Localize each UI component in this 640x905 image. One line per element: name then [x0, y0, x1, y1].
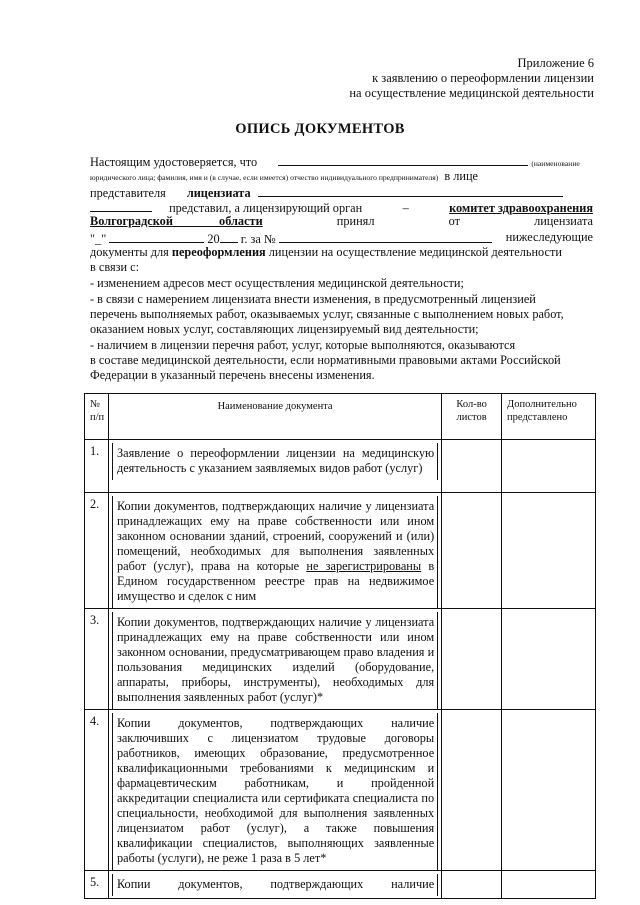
representative-field-2[interactable]: [90, 199, 152, 212]
accepted-text: принял: [336, 214, 375, 228]
page-title: ОПИСЬ ДОКУМЕНТОВ: [235, 121, 405, 137]
row-extra-cell[interactable]: [502, 710, 596, 871]
appendix-line-3: на осуществление медицинской деятельности: [349, 86, 594, 100]
docs-rest-text: лицензии на осуществление медицинской деятельности: [268, 245, 562, 259]
row-num: 1.: [85, 440, 109, 493]
header-count: Кол-во листов: [442, 394, 502, 440]
year-suffix: г. за №: [240, 232, 276, 246]
region-text: Волгоградской области: [90, 214, 263, 228]
dash-text: –: [402, 201, 409, 215]
reason-1: - изменением адресов мест осуществления медицинской деятельности;: [90, 276, 464, 290]
documents-table: [84, 393, 596, 899]
following-text: нижеследующие: [505, 230, 593, 244]
licensee-text-2: лицензиата: [534, 214, 593, 228]
docs-for-text: документы для: [90, 245, 169, 259]
naim-note: (наименование: [531, 159, 580, 168]
header-name: Наименование документа: [108, 394, 441, 440]
year-prefix: 20: [207, 232, 220, 246]
row-count-cell[interactable]: [442, 710, 502, 871]
number-field[interactable]: [279, 230, 492, 243]
row-count-cell[interactable]: [442, 493, 502, 609]
row-doc: Заявление о переоформлении лицензии на медицинскую деятельность с указанием заявляемых видов работ (услуг): [108, 440, 441, 493]
row-doc: Копии документов, подтверждающих наличие: [108, 871, 441, 899]
appendix-header: [349, 56, 594, 101]
row-num: 5.: [85, 871, 109, 899]
header-num: № п/п: [85, 394, 109, 440]
presented-text: представил, а лицензирующий орган: [169, 201, 363, 215]
row-extra-cell[interactable]: [502, 493, 596, 609]
row-doc: Копии документов, подтверждающих наличие заключивших с лицензиатом трудовые договоры работников, имеющих образование, предусмотренное квалификационными требованиями к медицинским и фармацевтическим работникам, и пройденной аккредитации специалиста или сертификата специалиста по специальности, необходимой для выполнения заявленных лицензиатом работ (услуг), а также повышения квалификации специалистов, выполняющих заявленные работы (услуги), не реже 1 раза в 5 лет*: [108, 710, 441, 871]
date-close-quote: ": [101, 232, 107, 246]
representative-field[interactable]: [258, 184, 563, 197]
reason-2-line-3: оказанием новых услуг, составляющих лицензируемый вид деятельности;: [90, 322, 479, 336]
row-doc: Копии документов, подтверждающих наличие у лицензиата принадлежащих ему на праве собственности или ином законном основании зданий, строений, сооружений и (или) помещений, необходимых для выполнения заявленных работ (услуг), права на которые не зарегистрированы в Едином государственном реестре прав на недвижимое имущество и сделок с ним: [108, 493, 441, 609]
table-row: [85, 493, 596, 609]
intro-line-2: [90, 169, 593, 185]
small-note: юридического лица; фамилия, имя и (в случае, если имеется) отчество индивидуального предпринимателя): [90, 173, 439, 182]
date-day-blank[interactable]: _: [95, 232, 102, 246]
row-count-cell[interactable]: [442, 871, 502, 899]
header-extra: Дополнительно представлено: [502, 394, 596, 440]
reason-3-line-2: в составе медицинской деятельности, если нормативными правовыми актами Российской: [90, 353, 561, 367]
intro-line-5: [90, 214, 593, 229]
committee-text: комитет здравоохранения: [449, 201, 593, 215]
row-extra-cell[interactable]: [502, 609, 596, 710]
reissue-text: переоформления: [171, 245, 266, 259]
table-row: [85, 609, 596, 710]
table-row: [85, 871, 596, 899]
due-to-text: в связи с:: [90, 260, 140, 274]
reason-3-line-1: - наличием в лицензии перечня работ, услуг, которые выполняются, оказываются: [90, 338, 516, 352]
date-open-quote: ": [90, 232, 96, 246]
row-count-cell[interactable]: [442, 440, 502, 493]
row-extra-cell[interactable]: [502, 440, 596, 493]
row-num: 4.: [85, 710, 109, 871]
from-text: от: [448, 214, 460, 228]
licensee-text: лицензиата: [186, 186, 251, 200]
table-row: [85, 440, 596, 493]
reason-3-line-3: Федерации в указанный перечень внесены изменения.: [90, 368, 375, 382]
table-header-row: [85, 394, 596, 440]
certify-text: Настоящим удостоверяется, что: [90, 155, 258, 169]
underlined-text: не зарегистрированы: [306, 559, 422, 573]
table-row: [85, 710, 596, 871]
name-field[interactable]: [278, 153, 528, 166]
row-num: 3.: [85, 609, 109, 710]
appendix-line-2: к заявлению о переоформлении лицензии: [372, 71, 594, 85]
row-extra-cell[interactable]: [502, 871, 596, 899]
intro-line-7: [90, 245, 593, 260]
appendix-line-1: Приложение 6: [517, 56, 594, 70]
in-face-text: в лице: [444, 169, 479, 183]
year-field[interactable]: [220, 230, 238, 243]
row-num: 2.: [85, 493, 109, 609]
reason-2-line-2: перечень выполняемых работ, оказываемых услуг, связанные с выполнением новых работ,: [90, 307, 564, 321]
row-doc: Копии документов, подтверждающих наличие у лицензиата принадлежащих ему на праве собственности или ином законном основании, предусматривающем право владения и пользования медицинских изделий (оборудование, аппараты, приборы, инструменты), необходимых для выполнения заявленных работ (услуг)*: [108, 609, 441, 710]
reason-2-line-1: - в связи с намерением лицензиата внести изменения, в предусмотренный лицензией: [90, 292, 536, 306]
date-month-field[interactable]: [109, 230, 204, 243]
row-count-cell[interactable]: [442, 609, 502, 710]
representative-text: представителя: [90, 186, 166, 200]
